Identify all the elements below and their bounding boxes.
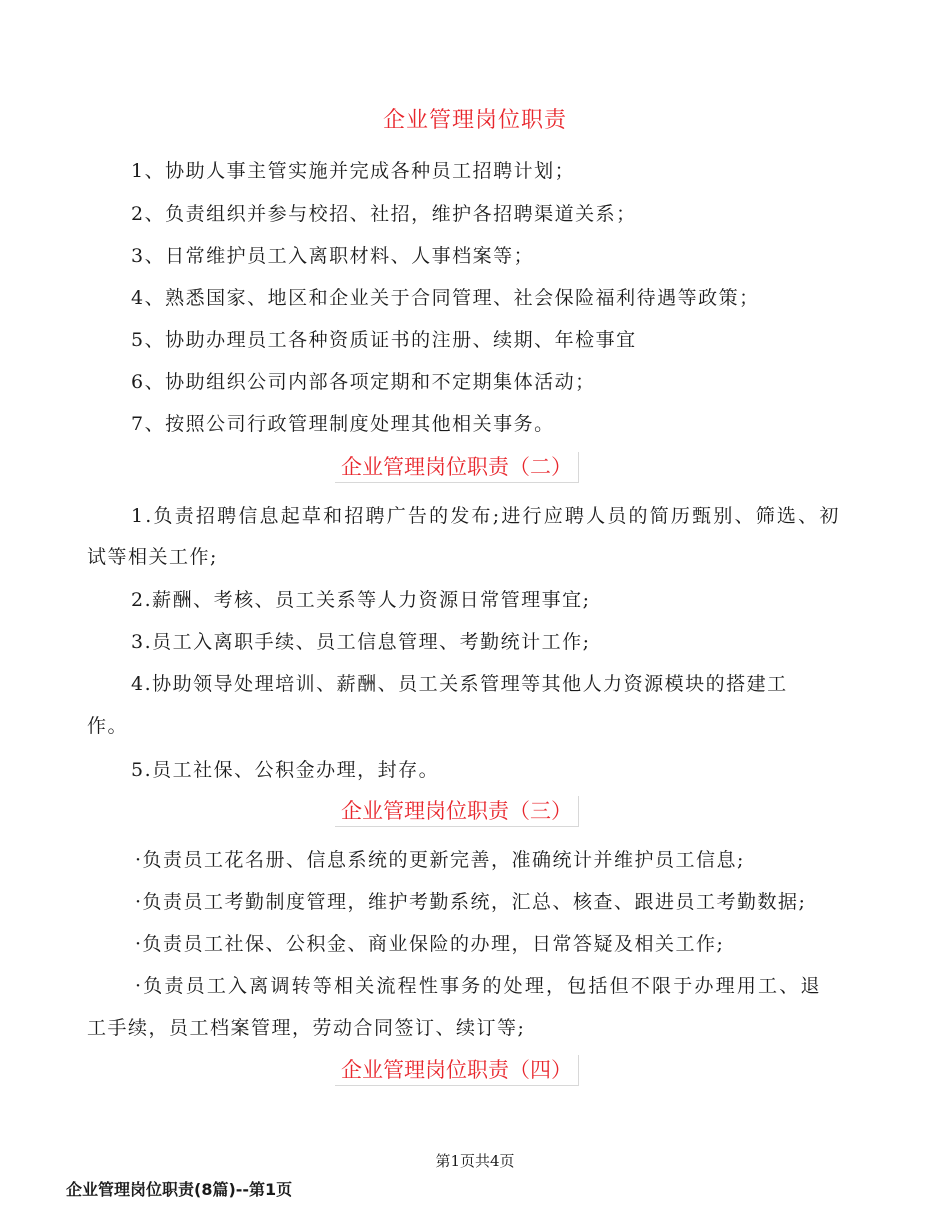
duty-line: 7、按照公司行政管理制度处理其他相关事务。 [131, 413, 555, 435]
duty-line-continued: 试等相关工作; [87, 546, 218, 568]
bullet-line: ·负责员工花名册、信息系统的更新完善，准确统计并维护员工信息; [135, 849, 745, 871]
section-heading-4: 企业管理岗位职责（四） [335, 1055, 579, 1086]
duty-line: 1.负责招聘信息起草和招聘广告的发布;进行应聘人员的简历甄别、筛选、初 [131, 505, 841, 527]
section-heading-3: 企业管理岗位职责（三） [335, 796, 579, 827]
duty-line-continued: 作。 [87, 715, 129, 737]
duty-line: 1、协助人事主管实施并完成各种员工招聘计划； [131, 160, 576, 182]
page-number: 第1页共4页 [435, 1152, 515, 1170]
duty-line: 5.员工社保、公积金办理，封存。 [131, 759, 440, 781]
bullet-line: ·负责员工考勤制度管理，维护考勤系统，汇总、核查、跟进员工考勤数据; [135, 891, 807, 913]
duty-line: 5、协助办理员工各种资质证书的注册、续期、年检事宜 [131, 329, 637, 351]
duty-line: 3.员工入离职手续、员工信息管理、考勤统计工作; [131, 631, 591, 653]
duty-line: 4、熟悉国家、地区和企业关于合同管理、社会保险福利待遇等政策； [131, 287, 760, 309]
section-heading-2: 企业管理岗位职责（二） [335, 452, 579, 483]
bullet-line: ·负责员工社保、公积金、商业保险的办理，日常答疑及相关工作; [135, 933, 725, 955]
bullet-line-continued: 工手续，员工档案管理，劳动合同签订、续订等; [87, 1017, 526, 1039]
bullet-line: ·负责员工入离调转等相关流程性事务的处理，包括但不限于办理用工、退 [135, 975, 822, 997]
duty-line: 4.协助领导处理培训、薪酬、员工关系管理等其他人力资源模块的搭建工 [131, 673, 788, 695]
duty-line: 2.薪酬、考核、员工关系等人力资源日常管理事宜; [131, 589, 591, 611]
document-title: 企业管理岗位职责 [382, 108, 567, 133]
duty-line: 2、负责组织并参与校招、社招，维护各招聘渠道关系； [131, 203, 637, 225]
document-footer-label: 企业管理岗位职责(8篇)--第1页 [66, 1180, 293, 1199]
duty-line: 3、日常维护员工入离职材料、人事档案等； [131, 245, 535, 267]
duty-line: 6、协助组织公司内部各项定期和不定期集体活动； [131, 371, 596, 393]
